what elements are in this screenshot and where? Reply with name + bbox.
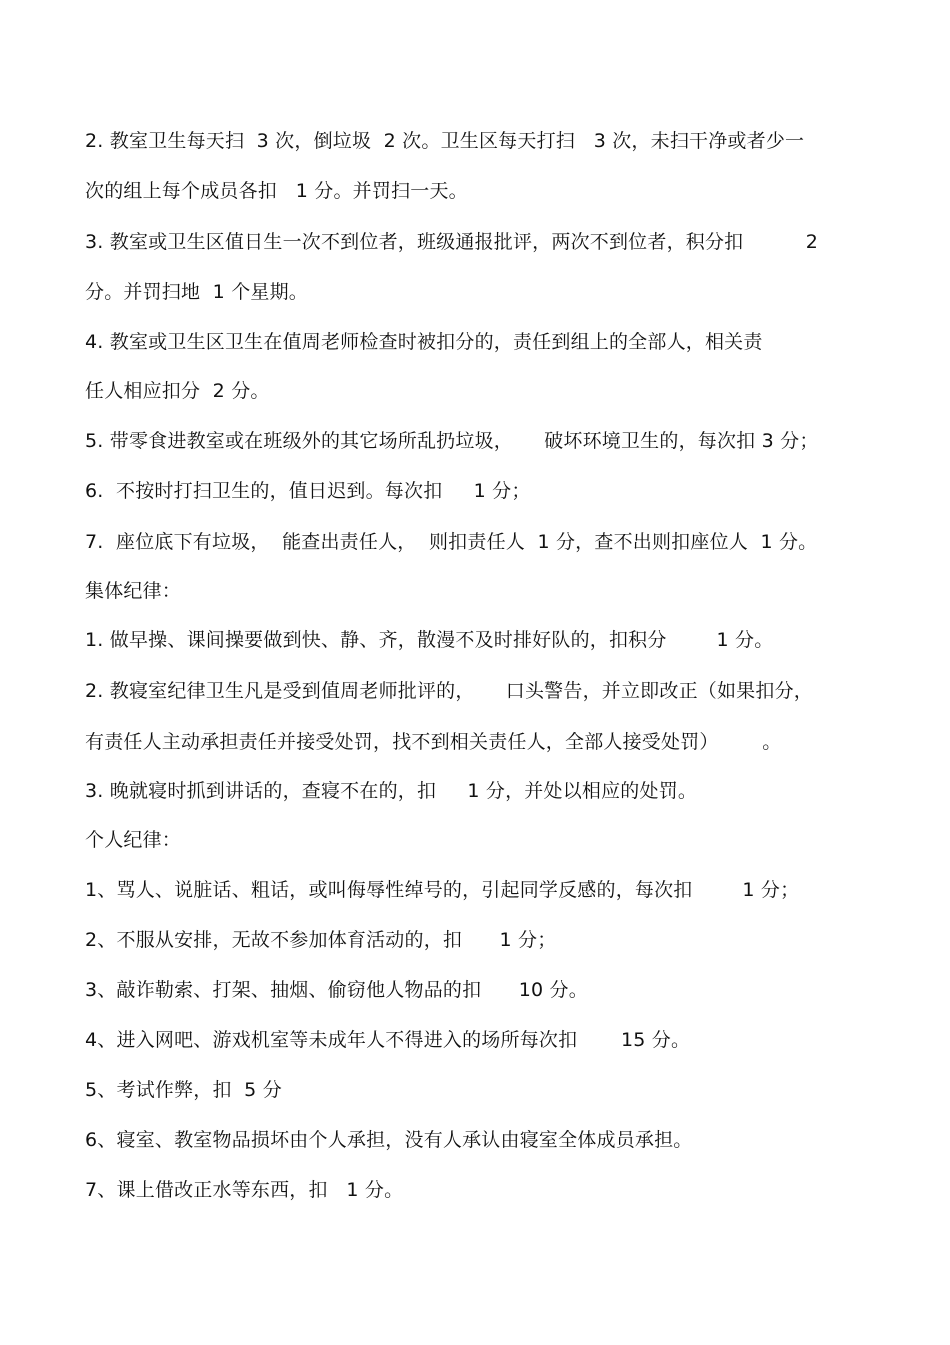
text-line: 5、考试作弊，扣 5 分 <box>85 1079 282 1101</box>
section-heading: 个人纪律： <box>85 829 182 851</box>
text-line: 3. 教室或卫生区值日生一次不到位者，班级通报批评，两次不到位者，积分扣 2 <box>85 231 819 253</box>
text-line: 次的组上每个成员各扣 1 分。并罚扫一天。 <box>85 180 468 202</box>
text-line: 1. 做早操、课间操要做到快、静、齐，散漫不及时排好队的，扣积分 1 分。 <box>85 629 774 651</box>
text-line: 2. 教室卫生每天扫 3 次，倒垃圾 2 次。卫生区每天打扫 3 次，未扫干净或者少一 <box>85 130 805 152</box>
text-line: 3、敲诈勒索、打架、抽烟、偷窃他人物品的扣 10 分。 <box>85 979 588 1001</box>
text-line: 5. 带零食进教室或在班级外的其它场所乱扔垃圾， 破坏环境卫生的，每次扣 3 分； <box>85 430 819 452</box>
text-line: 6、寝室、教室物品损坏由个人承担，没有人承认由寝室全体成员承担。 <box>85 1129 693 1151</box>
text-line: 任人相应扣分 2 分。 <box>85 380 270 402</box>
text-line: 1、骂人、说脏话、粗话，或叫侮辱性绰号的，引起同学反感的，每次扣 1 分； <box>85 879 800 901</box>
text-line: 有责任人主动承担责任并接受处罚，找不到相关责任人，全部人接受处罚） 。 <box>85 731 782 753</box>
text-line: 2、不服从安排，无故不参加体育活动的，扣 1 分； <box>85 929 557 951</box>
section-heading: 集体纪律： <box>85 580 182 602</box>
text-line: 7. 座位底下有垃圾， 能查出责任人， 则扣责任人 1 分，查不出则扣座位人 1 分。 <box>85 531 818 553</box>
text-line: 2. 教寝室纪律卫生凡是受到值周老师批评的， 口头警告，并立即改正（如果扣分， <box>85 680 813 702</box>
text-line: 7、课上借改正水等东西，扣 1 分。 <box>85 1179 404 1201</box>
text-line: 4. 教室或卫生区卫生在值周老师检查时被扣分的，责任到组上的全部人，相关责 <box>85 331 763 353</box>
text-line: 4、进入网吧、游戏机室等未成年人不得进入的场所每次扣 15 分。 <box>85 1029 691 1051</box>
text-line: 3. 晚就寝时抓到讲话的，查寝不在的，扣 1 分，并处以相应的处罚。 <box>85 780 698 802</box>
text-line: 分。并罚扫地 1 个星期。 <box>85 281 309 303</box>
text-line: 6. 不按时打扫卫生的，值日迟到。每次扣 1 分； <box>85 480 531 502</box>
